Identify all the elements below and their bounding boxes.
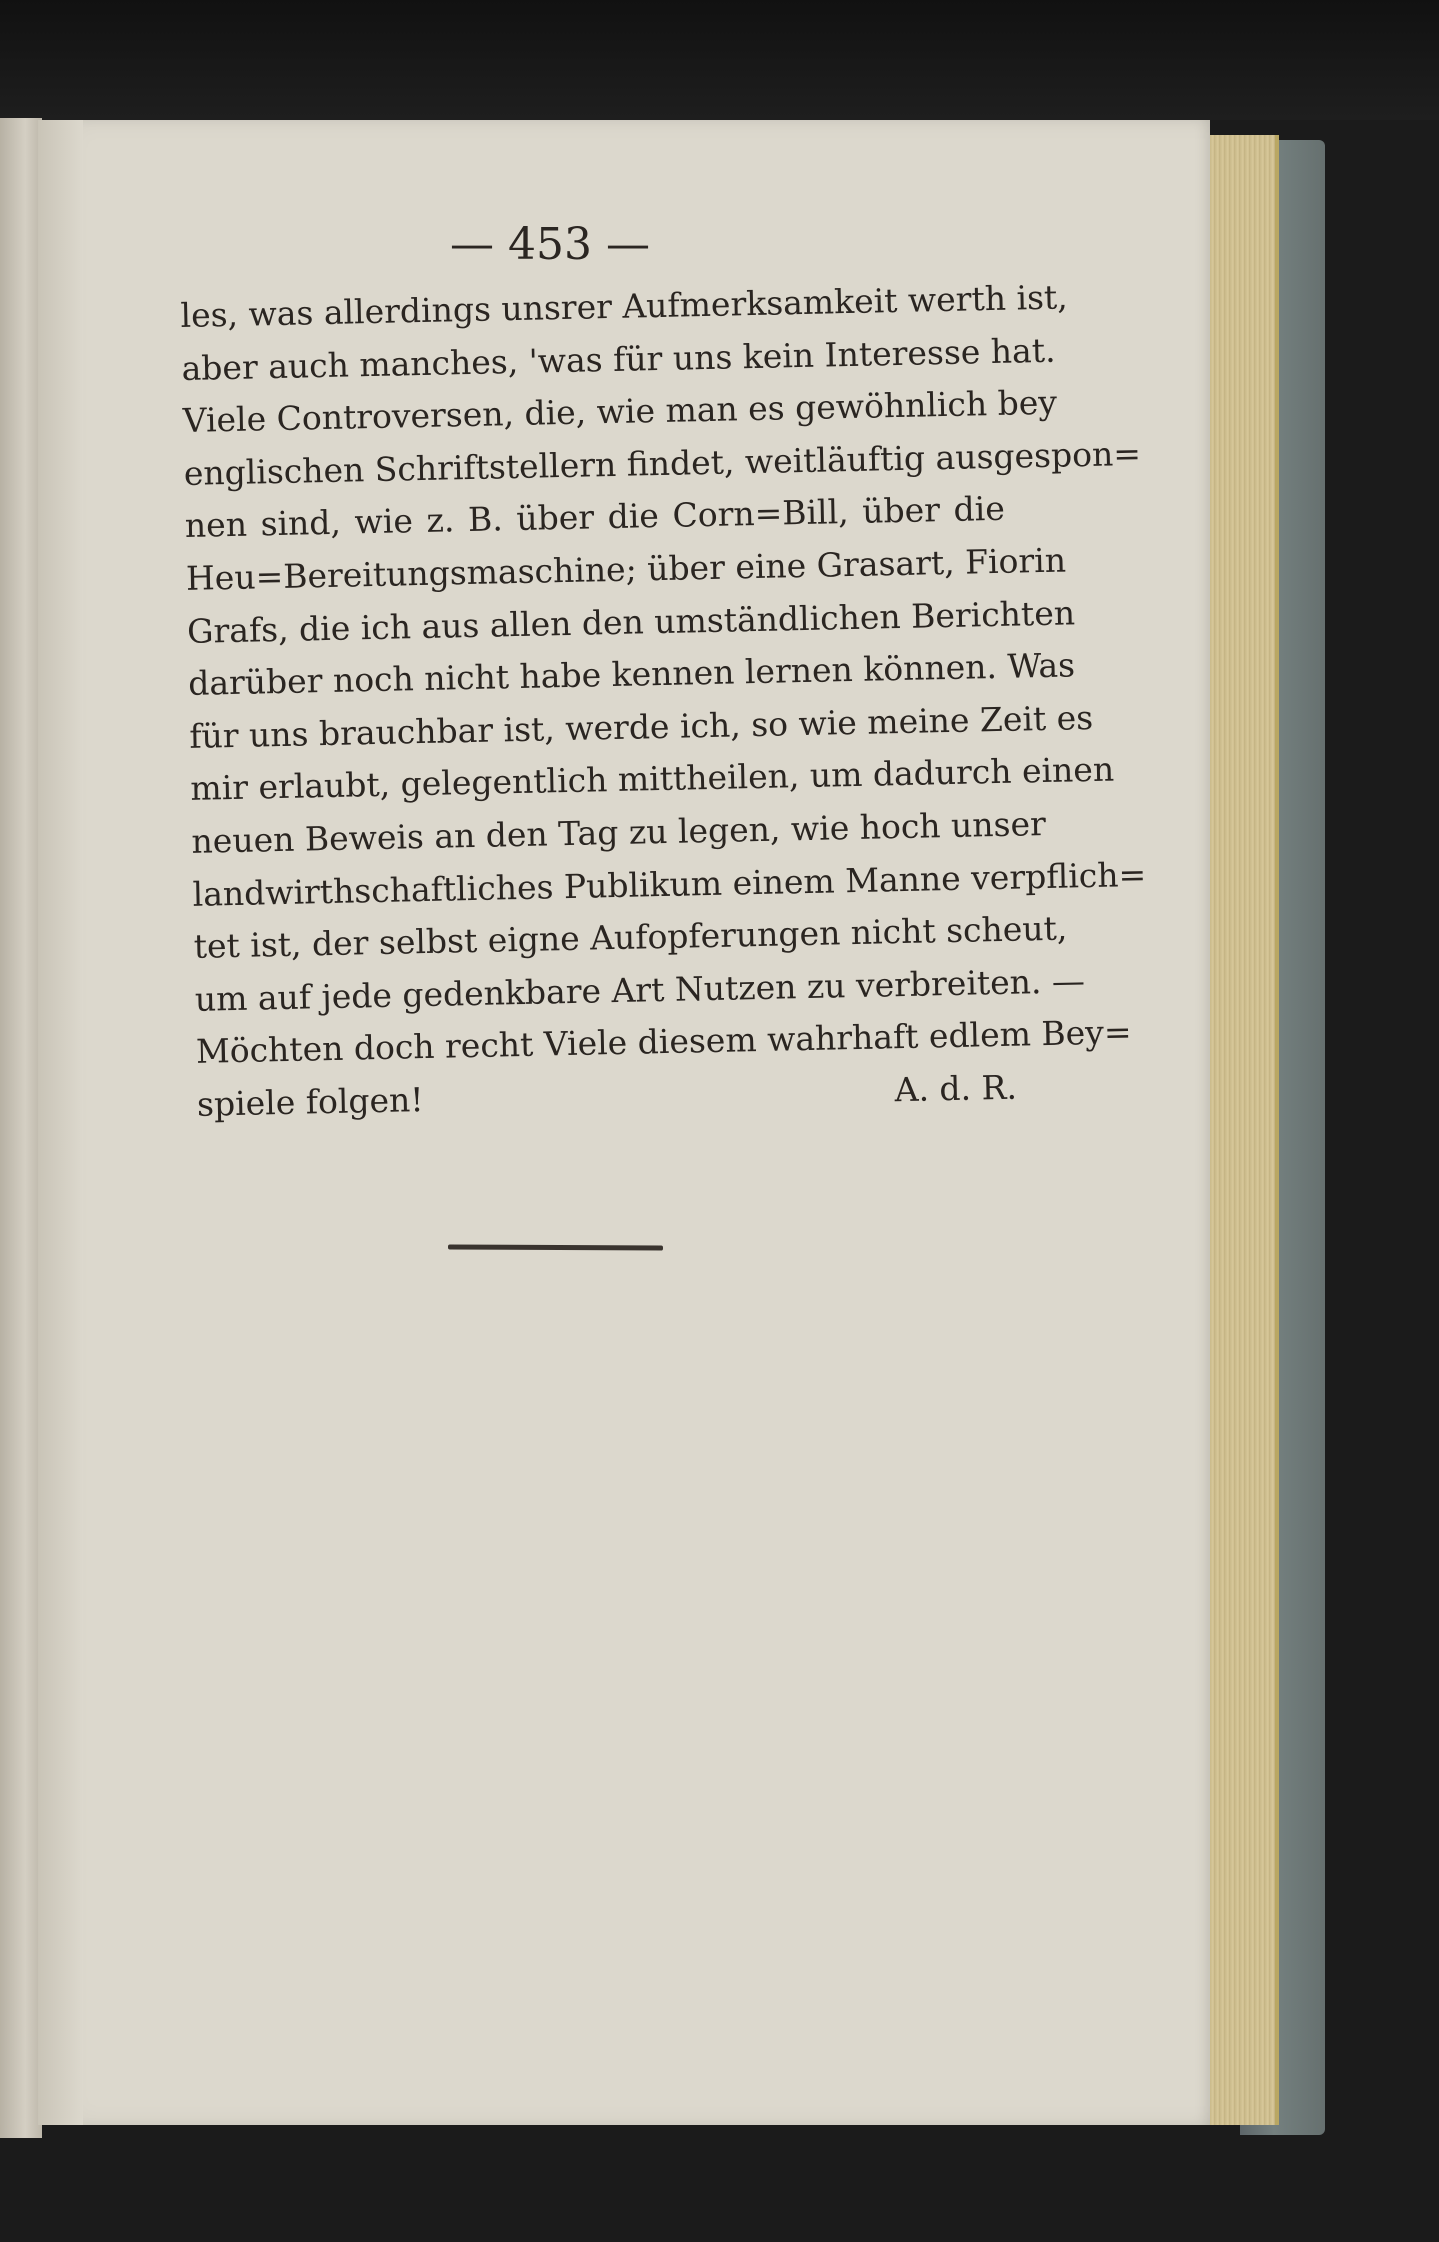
text-line: darüber noch nicht habe kennen lernen können. Was (187, 645, 1076, 704)
facing-page-edge (0, 118, 42, 2138)
text-line: mir erlaubt, gelegentlich mittheilen, um dadurch einen (190, 749, 1115, 809)
text-line: neuen Beweis an den Tag zu legen, wie hoch unser (191, 803, 1047, 861)
text-line: aber auch manches, 'was für uns kein Interesse hat. (181, 330, 1056, 388)
text-line: für uns brauchbar ist, werde ich, so wie meine Zeit es (188, 697, 1094, 756)
text-line: landwirthschaftliches Publikum einem Manne verpflich= (192, 854, 1147, 914)
text-line: Möchten doch recht Viele diesem wahrhaft edlem Bey= (195, 1012, 1132, 1072)
text-line: nen sind, wie z. B. über die Corn=Bill, über die (184, 489, 1006, 546)
signature: A. d. R. (894, 1067, 1018, 1110)
text-line: um auf jede gedenkbare Art Nutzen zu verbreiten. — (194, 960, 1086, 1019)
background-shadow (0, 0, 1439, 120)
text-line: Grafs, die ich aus allen den umständlichen Berichten (186, 592, 1076, 651)
text-line: englischen Schriftstellern findet, weitläuftig ausgespon= (183, 433, 1142, 493)
body-text (180, 273, 1147, 1131)
page-gutter (38, 120, 83, 2125)
text-line: tet ist, der selbst eigne Aufopferungen nicht scheut, (193, 908, 1068, 966)
text-line: les, was allerdings unsrer Aufmerksamkeit werth ist, (180, 277, 1069, 335)
text-line: Viele Controversen, die, wie man es gewöhnlich bey (182, 382, 1058, 441)
closing-text: spiele folgen! (196, 1079, 424, 1124)
text-line: Heu=Bereitungsmaschine; über eine Grasart, Fiorin (185, 540, 1067, 598)
page-number: — 453 — (450, 219, 650, 270)
